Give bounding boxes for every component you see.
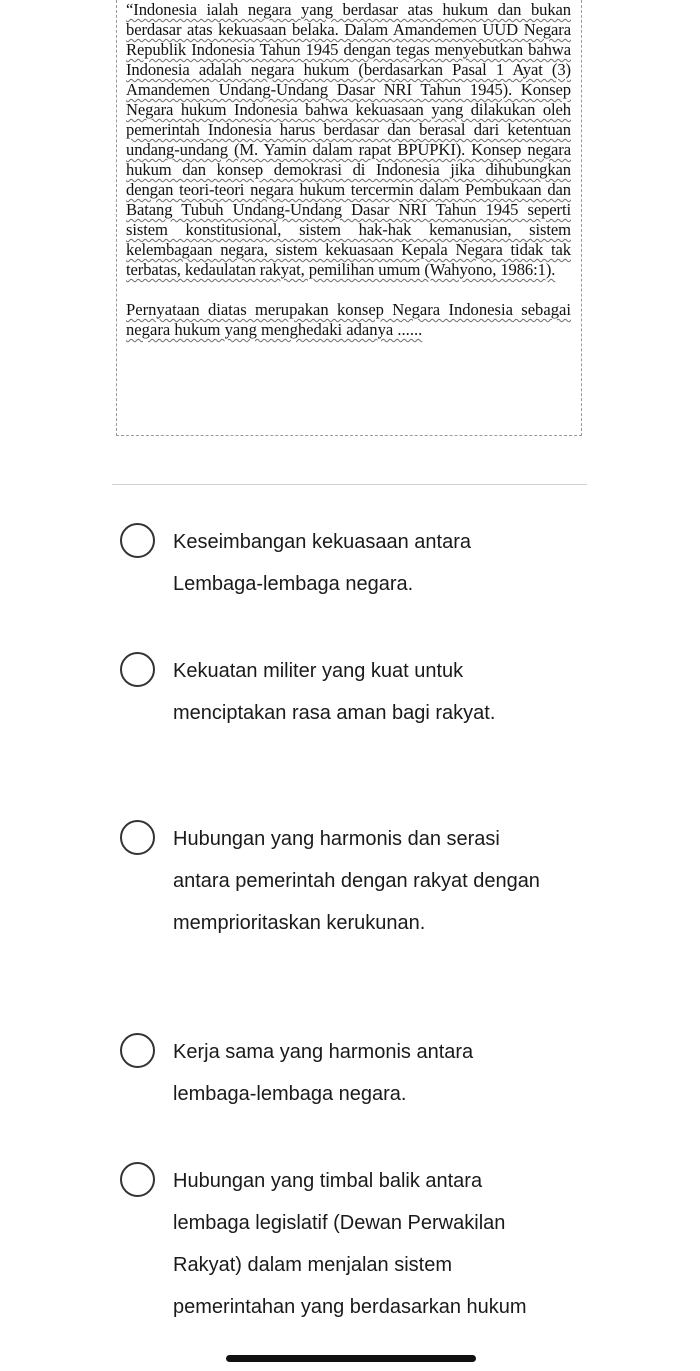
scroll-indicator-bar[interactable] xyxy=(226,1355,476,1362)
radio-circle-icon[interactable] xyxy=(120,1033,155,1068)
answer-option-2[interactable] xyxy=(120,650,560,734)
answer-option-4[interactable] xyxy=(120,1031,560,1115)
answer-option-label: Hubungan yang timbal balik antara lembaga legislatif (Dewan Perwakilan Rakyat) dalam menjalan sistem pemerintahan yang berdasarkan hukum xyxy=(173,1170,527,1318)
radio-circle-icon[interactable] xyxy=(120,523,155,558)
answer-option-label: Hubungan yang harmonis dan serasi antara pemerintah dengan rakyat dengan memprioritaskan kerukunan. xyxy=(173,828,540,934)
answer-option-label: Kekuatan militer yang kuat untuk menciptakan rasa aman bagi rakyat. xyxy=(173,660,496,724)
radio-circle-icon[interactable] xyxy=(120,1162,155,1197)
question-passage: “Indonesia ialah negara yang berdasar atas hukum dan bukan berdasar atas kekuasaan belaka. Dalam Amandemen UUD Negara Republik Indonesia Tahun 1945 dengan tegas menyebutkan bahwa Indonesia adalah negara hukum (berdasarkan Pasal 1 Ayat (3) Amandemen Undang-Undang Dasar NRI Tahun 1945). Konsep Negara hukum Indonesia bahwa kekuasaan yang dilakukan oleh pemerintah Indonesia harus berdasar dan berasal dari ketentuan undang-undang (M. Yamin dalam rapat BPUPKI). Konsep negara hukum dan konsep demokrasi di Indonesia jika dihubungkan dengan teori-teori negara hukum tercermin dalam Pembukaan dan Batang Tubuh Undang-Undang Dasar NRI Tahun 1945 seperti sistem konstitusional, sistem hak-hak kemanusian, sistem kelembagaan negara, sistem kekuasaan Kepala Negara tidak tak terbatas, kedaulatan rakyat, pemilihan umum (Wahyono, 1986:1). xyxy=(126,0,571,279)
answer-option-5[interactable] xyxy=(120,1160,560,1328)
answer-option-3[interactable] xyxy=(120,818,560,944)
answer-option-label: Keseimbangan kekuasaan antara Lembaga-lembaga negara. xyxy=(173,531,471,595)
answer-option-label: Kerja sama yang harmonis antara lembaga-lembaga negara. xyxy=(173,1041,474,1105)
answer-option-1[interactable] xyxy=(120,521,560,605)
question-passage-box xyxy=(116,0,582,436)
question-prompt: Pernyataan diatas merupakan konsep Negara Indonesia sebagai negara hukum yang menghedaki adanya ...... xyxy=(126,300,571,339)
radio-circle-icon[interactable] xyxy=(120,652,155,687)
divider xyxy=(112,484,587,485)
radio-circle-icon[interactable] xyxy=(120,820,155,855)
